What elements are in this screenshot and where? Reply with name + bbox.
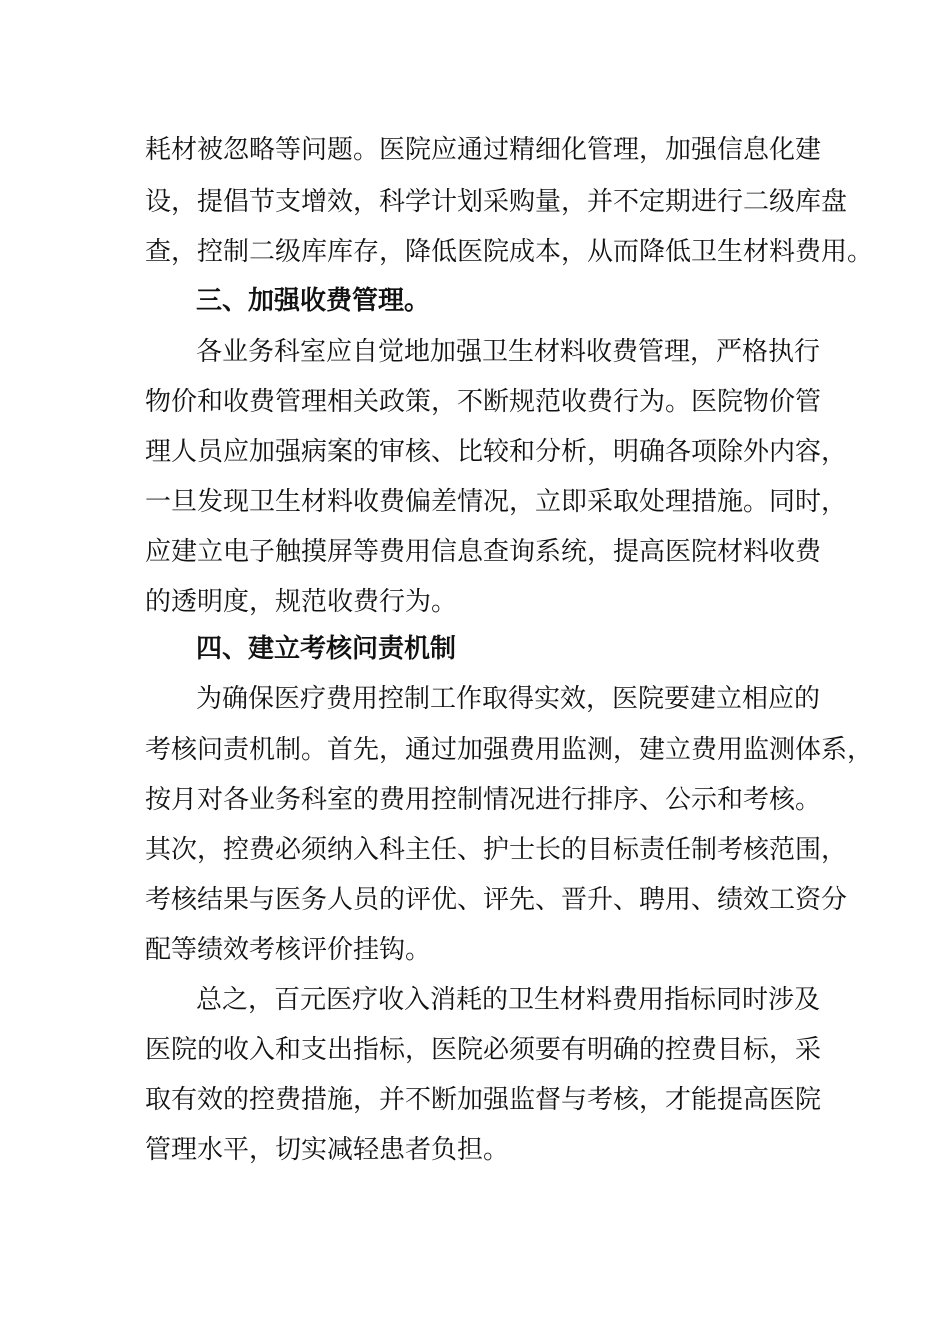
paragraph-3-line-2: 考核问责机制。首先，通过加强费用监测，建立费用监测体系，: [145, 735, 874, 765]
paragraph-2-line-3: 理人员应加强病案的审核、比较和分析，明确各项除外内容，: [145, 437, 848, 467]
paragraph-1-line-3: 查，控制二级库库存，降低医院成本，从而降低卫生材料费用。: [145, 237, 874, 267]
paragraph-1-line-2: 设，提倡节支增效，科学计划采购量，并不定期进行二级库盘: [145, 187, 848, 217]
section-heading-4: 四、建立考核问责机制: [196, 634, 457, 664]
paragraph-2-line-5: 应建立电子触摸屏等费用信息查询系统，提高医院材料收费: [145, 537, 822, 567]
paragraph-3-line-5: 考核结果与医务人员的评优、评先、晋升、聘用、绩效工资分: [145, 885, 848, 915]
paragraph-3-line-4: 其次，控费必须纳入科主任、护士长的目标责任制考核范围，: [145, 835, 848, 865]
paragraph-3-line-3: 按月对各业务科室的费用控制情况进行排序、公示和考核。: [145, 785, 822, 815]
paragraph-4-line-2: 医院的收入和支出指标，医院必须要有明确的控费目标，采: [145, 1035, 822, 1065]
paragraph-3-line-1: 为确保医疗费用控制工作取得实效，医院要建立相应的: [196, 684, 821, 714]
paragraph-2-line-6: 的透明度，规范收费行为。: [145, 587, 458, 617]
paragraph-2-line-1: 各业务科室应自觉地加强卫生材料收费管理，严格执行: [196, 337, 821, 367]
paragraph-2-line-2: 物价和收费管理相关政策，不断规范收费行为。医院物价管: [145, 387, 822, 417]
paragraph-4-line-1: 总之，百元医疗收入消耗的卫生材料费用指标同时涉及: [196, 985, 821, 1015]
section-heading-3: 三、加强收费管理。: [196, 286, 431, 316]
paragraph-4-line-3: 取有效的控费措施，并不断加强监督与考核，才能提高医院: [145, 1085, 822, 1115]
paragraph-3-line-6: 配等绩效考核评价挂钩。: [145, 935, 432, 965]
paragraph-2-line-4: 一旦发现卫生材料收费偏差情况，立即采取处理措施。同时，: [145, 487, 848, 517]
paragraph-4-line-4: 管理水平，切实减轻患者负担。: [145, 1135, 510, 1165]
paragraph-1-line-1: 耗材被忽略等问题。医院应通过精细化管理，加强信息化建: [145, 135, 822, 165]
